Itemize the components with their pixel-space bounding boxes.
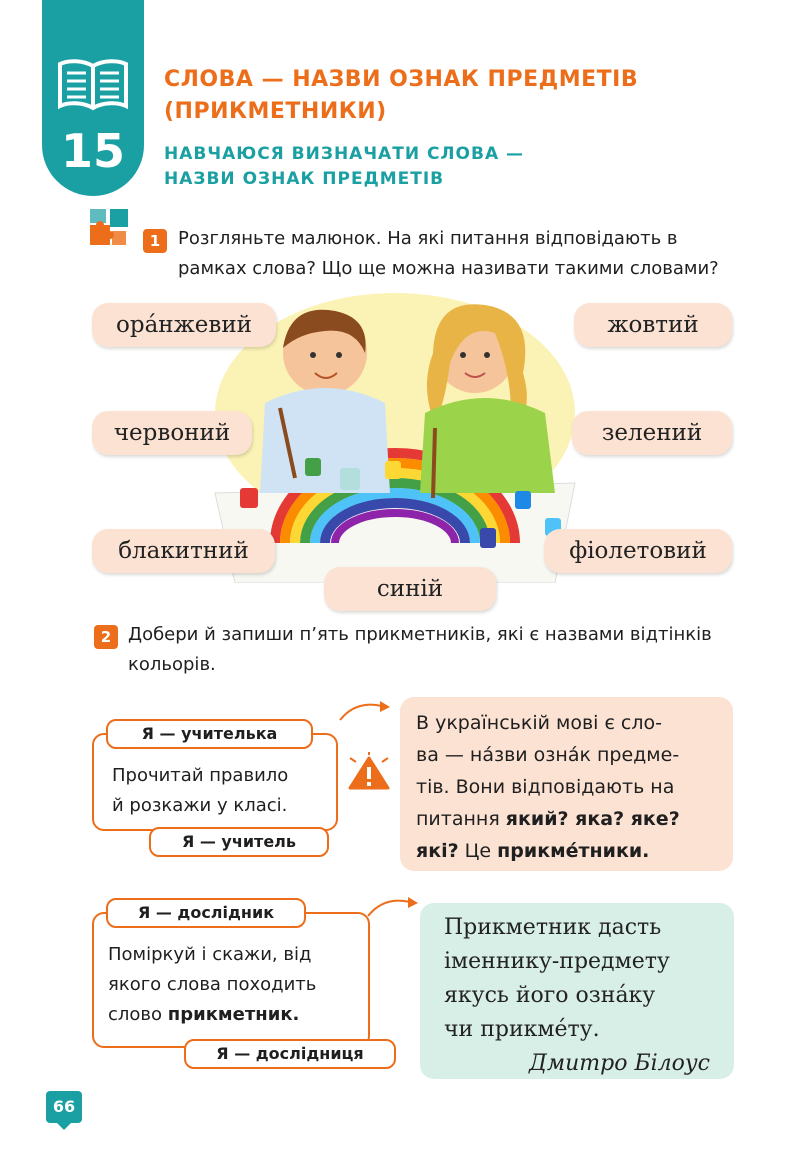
word-light-blue: блакитний <box>92 529 275 573</box>
rule-line2: ва — на́зви озна́к предме- <box>416 744 680 766</box>
teacher-female-tag: Я — учителька <box>106 719 313 749</box>
task-2-line1: Добери й запиши п’ять прикметників, які є назвами відтінків <box>128 624 712 645</box>
quote-box <box>420 903 734 1079</box>
quote-line4: чи прикме́ту. <box>444 1017 600 1042</box>
rule-line1: В українській мові є сло- <box>416 712 662 734</box>
word-green: зелений <box>572 411 732 455</box>
task-1-line1: Розгляньте малюнок. На які питання відповідають в <box>178 228 678 249</box>
rule-line5 <box>416 835 717 867</box>
lesson-subtitle-line2: НАЗВИ ОЗНАК ПРЕДМЕТІВ <box>164 169 445 189</box>
rule-line4 <box>416 803 717 835</box>
quote-line1: Прикметник дасть <box>444 915 662 940</box>
quote-line3: якусь його озна́ку <box>444 983 656 1008</box>
rule-question-plural: які? <box>416 840 459 862</box>
rule-box <box>400 697 733 871</box>
puzzle-icon <box>88 207 132 251</box>
lesson-subtitle-line1: НАВЧАЮСЯ ВИЗНАЧАТИ СЛОВА — <box>164 144 525 164</box>
lesson-title <box>164 64 724 128</box>
researcher-task-line1: Поміркуй і скажи, від <box>108 944 312 965</box>
researcher-female-tag: Я — дослідниця <box>184 1039 396 1069</box>
quote-line2: іменнику-предмету <box>444 949 670 974</box>
lesson-subtitle <box>164 142 724 192</box>
task-2-text <box>128 620 748 680</box>
researcher-task-line3 <box>108 1000 368 1030</box>
word-blue: синій <box>324 567 496 611</box>
rule-line3: тів. Вони відповідають на <box>416 776 675 798</box>
task-2-number: 2 <box>94 625 118 649</box>
rule-term: прикме́тники. <box>497 840 650 862</box>
word-yellow: жовтий <box>574 303 732 347</box>
teacher-male-tag: Я — учитель <box>149 827 329 857</box>
researcher-task-line3-plain: слово <box>108 1004 168 1025</box>
researcher-male-tag: Я — дослідник <box>106 898 306 928</box>
word-violet: фіолетовий <box>544 529 732 573</box>
lesson-title-line2: (ПРИКМЕТНИКИ) <box>164 99 387 124</box>
rule-line5-plain: Це <box>458 840 498 862</box>
lesson-title-line1: СЛОВА — НАЗВИ ОЗНАК ПРЕДМЕТІВ <box>164 67 639 92</box>
researcher-task-box <box>92 912 370 1048</box>
task-1-text <box>178 224 738 284</box>
lesson-tab <box>42 0 144 196</box>
word-orange: ора́нжевий <box>92 303 276 347</box>
word-red: червоний <box>92 411 252 455</box>
researcher-task-term: прикметник. <box>167 1004 300 1025</box>
rule-line4-plain: питання <box>416 808 506 830</box>
teacher-task-line2: й розкажи у класі. <box>112 795 288 816</box>
task-1-line2: рамках слова? Що ще можна називати такими словами? <box>178 258 719 279</box>
page-marker-icon <box>56 1122 72 1130</box>
researcher-task-line2: якого слова походить <box>108 974 317 995</box>
warning-icon <box>346 752 392 792</box>
arrow-icon <box>364 894 420 920</box>
page-number: 66 <box>46 1091 82 1123</box>
task-1-number: 1 <box>143 229 167 253</box>
teacher-task-line1: Прочитай правило <box>112 765 289 786</box>
quote-author: Дмитро Білоус <box>528 1051 710 1076</box>
task-2-line2: кольорів. <box>128 654 216 675</box>
rule-questions: який? яка? яке? <box>505 808 680 830</box>
lesson-number: 15 <box>60 124 125 178</box>
arrow-icon <box>336 698 392 724</box>
book-icon <box>56 58 130 112</box>
